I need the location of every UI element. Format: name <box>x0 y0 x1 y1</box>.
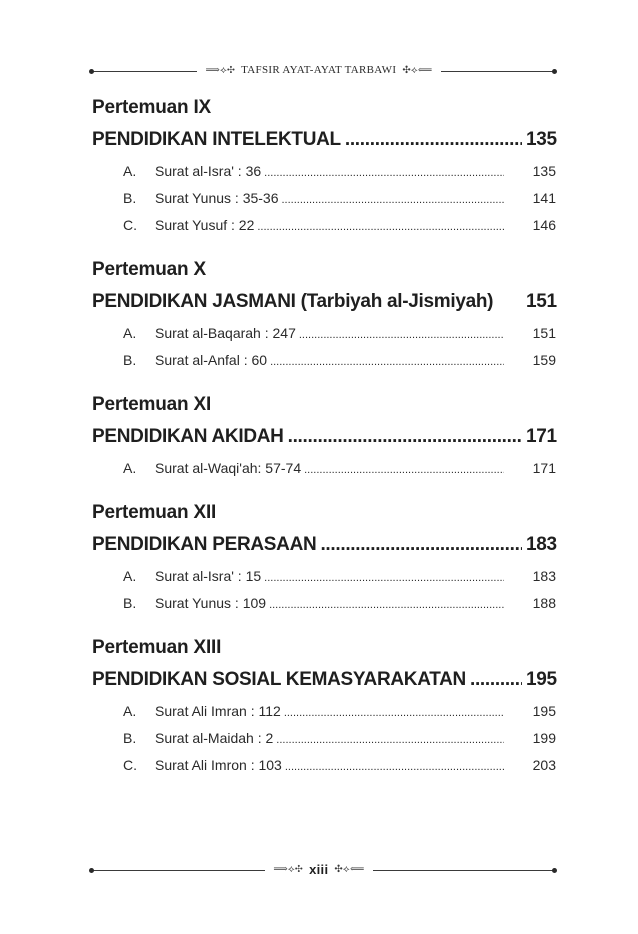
toc-entry <box>92 216 556 234</box>
entry-title: Surat al-Maidah : 2 <box>155 730 274 746</box>
entry-page-number: 183 <box>532 568 556 584</box>
flourish-left-icon: ⟹⟡✣ <box>273 864 304 875</box>
dot-leader <box>299 326 504 344</box>
dot-leader <box>320 533 522 557</box>
entry-page-number: 171 <box>532 460 556 476</box>
chapter-page-number: 183 <box>526 534 557 555</box>
toc-entry <box>92 729 556 747</box>
dot-leader <box>470 668 522 692</box>
chapter-title: PENDIDIKAN SOSIAL KEMASYARAKATAN <box>92 669 466 690</box>
entry-page-number: 203 <box>532 757 556 773</box>
toc-entry <box>92 756 556 774</box>
entry-title: Surat al-Isra' : 36 <box>155 163 262 179</box>
dot-leader <box>264 164 504 182</box>
chapter-line <box>92 128 556 152</box>
entry-letter: A. <box>123 325 137 341</box>
entry-title: Surat Ali Imron : 103 <box>155 757 282 773</box>
toc-entry <box>92 459 556 477</box>
toc-section <box>92 393 556 477</box>
dot-leader <box>288 425 522 449</box>
running-header <box>0 64 638 76</box>
chapter-title: PENDIDIKAN JASMANI (Tarbiyah al-Jismiyah) <box>92 291 494 312</box>
toc-section <box>92 96 556 234</box>
running-title: TAFSIR AYAT-AYAT TARBAWI <box>241 64 397 76</box>
chapter-line <box>92 425 556 449</box>
entry-letter: A. <box>123 703 137 719</box>
flourish-right-icon: ✣⟡⟸ <box>402 64 433 76</box>
entry-title: Surat Yusuf : 22 <box>155 217 255 233</box>
dot-leader <box>284 704 504 722</box>
entry-letter: C. <box>123 757 137 773</box>
entry-letter: C. <box>123 217 137 233</box>
dot-leader <box>270 353 504 371</box>
chapter-line <box>92 668 556 692</box>
entry-letter: A. <box>123 163 137 179</box>
entry-title: Surat Ali Imran : 112 <box>155 703 281 719</box>
entry-letter: A. <box>123 460 137 476</box>
entry-title: Surat Yunus : 109 <box>155 595 267 611</box>
entry-page-number: 195 <box>532 703 556 719</box>
flourish-right-icon: ✣⟡⟸ <box>334 864 365 875</box>
toc-entry <box>92 162 556 180</box>
dot-leader <box>345 128 522 152</box>
section-heading: Pertemuan IX <box>92 97 212 118</box>
dot-leader <box>269 596 504 614</box>
chapter-line <box>92 533 556 557</box>
entry-letter: B. <box>123 190 137 206</box>
entry-title: Surat al-Isra' : 15 <box>155 568 262 584</box>
toc-section <box>92 258 556 369</box>
flourish-left-icon: ⟹⟡✣ <box>205 64 236 76</box>
entry-page-number: 135 <box>532 163 556 179</box>
page-footer <box>0 862 638 877</box>
dot-leader <box>264 569 504 587</box>
toc-entry <box>92 351 556 369</box>
chapter-page-number: 151 <box>526 291 557 312</box>
entry-title: Surat al-Anfal : 60 <box>155 352 268 368</box>
entry-page-number: 159 <box>532 352 556 368</box>
section-heading: Pertemuan XIII <box>92 637 222 658</box>
entry-letter: A. <box>123 568 137 584</box>
chapter-title: PENDIDIKAN AKIDAH <box>92 426 284 447</box>
chapter-page-number: 195 <box>526 669 557 690</box>
page-number: xiii <box>309 862 329 877</box>
chapter-title: PENDIDIKAN PERASAAN <box>92 534 317 555</box>
toc-entry <box>92 189 556 207</box>
entry-page-number: 188 <box>532 595 556 611</box>
dot-leader <box>282 191 505 209</box>
table-of-contents <box>92 96 556 783</box>
toc-section <box>92 501 556 612</box>
dot-leader <box>276 731 504 749</box>
entry-title: Surat Yunus : 35-36 <box>155 190 279 206</box>
entry-letter: B. <box>123 730 137 746</box>
entry-page-number: 151 <box>532 325 556 341</box>
entry-page-number: 199 <box>532 730 556 746</box>
entry-letter: B. <box>123 595 137 611</box>
chapter-line <box>92 290 556 314</box>
section-heading: Pertemuan XII <box>92 502 217 523</box>
section-heading: Pertemuan X <box>92 259 206 280</box>
entry-page-number: 146 <box>532 217 556 233</box>
dot-leader <box>285 758 504 776</box>
toc-entry <box>92 324 556 342</box>
entry-title: Surat al-Waqi'ah: 57-74 <box>155 460 302 476</box>
dot-leader <box>257 218 504 236</box>
toc-entry <box>92 594 556 612</box>
entry-title: Surat al-Baqarah : 247 <box>155 325 296 341</box>
chapter-page-number: 171 <box>526 426 557 447</box>
dot-leader <box>304 461 504 479</box>
chapter-page-number: 135 <box>526 129 557 150</box>
toc-entry <box>92 567 556 585</box>
entry-letter: B. <box>123 352 137 368</box>
toc-entry <box>92 702 556 720</box>
section-heading: Pertemuan XI <box>92 394 212 415</box>
toc-section <box>92 636 556 774</box>
entry-page-number: 141 <box>532 190 556 206</box>
chapter-title: PENDIDIKAN INTELEKTUAL <box>92 129 341 150</box>
